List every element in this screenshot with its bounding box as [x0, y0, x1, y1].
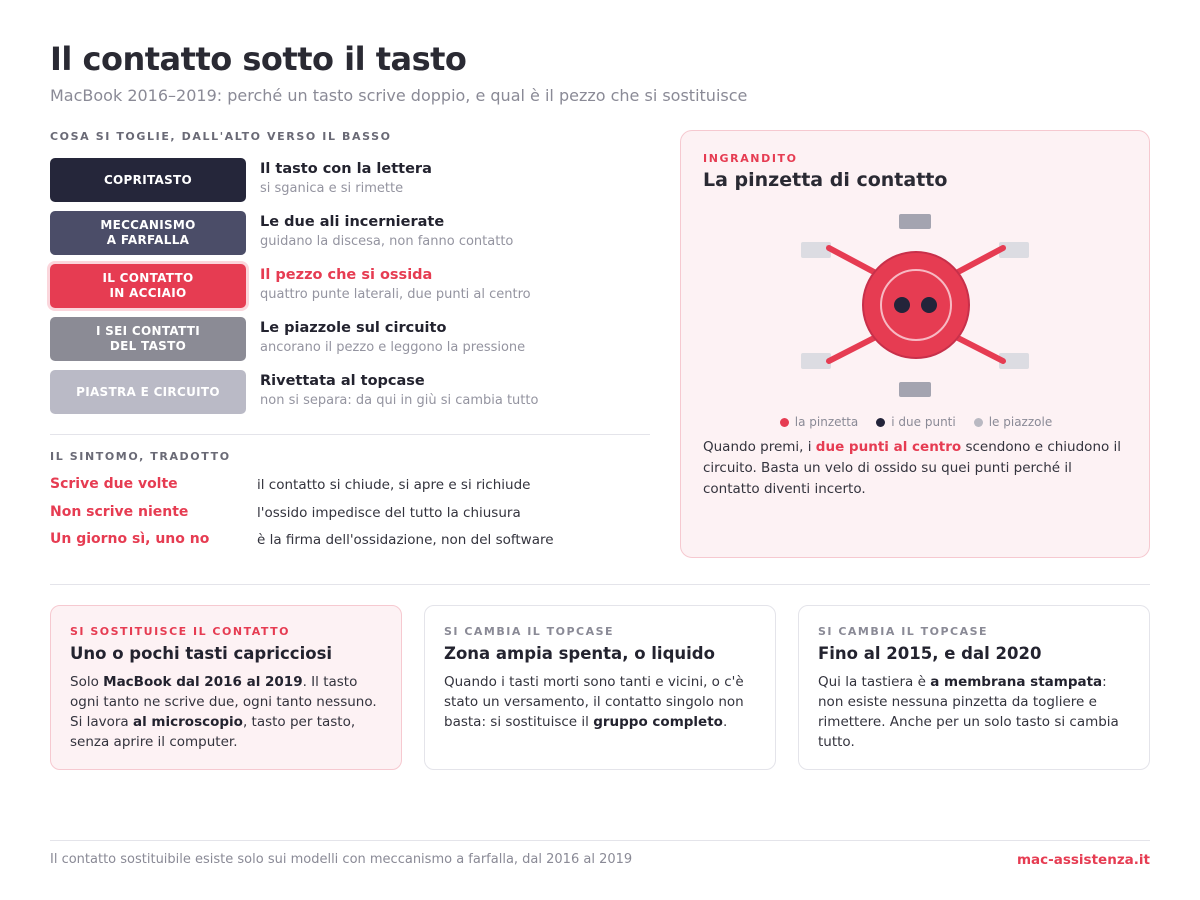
legend-item: [780, 415, 859, 429]
layer-tag: PIASTRA E CIRCUITO: [50, 370, 246, 414]
card-text: Solo: [70, 674, 104, 690]
clip-arm: [829, 248, 874, 272]
legend-item: [876, 415, 955, 429]
pad-top: [899, 214, 931, 229]
card-title: Fino al 2015, e dal 2020: [818, 644, 1042, 663]
card-text: Quando i tasti morti sono tanti e vicini, o c'è stato un versamento, il contatto singolo non basta: si sostituisce il: [444, 674, 744, 730]
clip-body: [863, 252, 969, 358]
layer-row: [50, 370, 650, 414]
card-text-bold: a membrana stampata: [930, 674, 1103, 690]
layer-title: Le piazzole sul circuito: [260, 320, 447, 336]
layer-row: [50, 317, 650, 361]
card-title: Zona ampia spenta, o liquido: [444, 644, 715, 663]
symptom-row: [50, 476, 650, 498]
card-text-bold: MacBook dal 2016 al 2019: [103, 674, 303, 690]
layer-tag: I SEI CONTATTI DEL TASTO: [50, 317, 246, 361]
zoom-kicker: INGRANDITO: [703, 152, 798, 165]
card-text: .: [722, 714, 728, 730]
section-divider: [50, 434, 650, 435]
layer-row: [50, 211, 650, 255]
card-text-bold: gruppo completo: [593, 714, 723, 730]
layer-tag: COPRITASTO: [50, 158, 246, 202]
page-subtitle: MacBook 2016–2019: perché un tasto scrive doppio, e qual è il pezzo che si sostituisce: [50, 86, 748, 105]
card-text: . Il tasto ogni tanto ne scrive due, ogni tanto nessuno. Si lavora: [70, 674, 377, 730]
clip-arm: [829, 338, 874, 361]
card-kicker: SI CAMBIA IL TOPCASE: [444, 625, 615, 638]
card-kicker: SI SOSTITUISCE IL CONTATTO: [70, 625, 290, 638]
card-text-bold: al microscopio: [133, 714, 243, 730]
contact-point-right: [921, 297, 937, 313]
horizontal-rule: [50, 584, 1150, 585]
layer-desc: ancorano il pezzo e leggono la pressione: [260, 340, 526, 355]
pad-bottom: [899, 382, 931, 397]
zoom-text-part: scendono e chiudono il circuito. Basta un velo di ossido su quei punti perché il contatto diventi incerto.: [703, 439, 1122, 497]
layer-title: Rivettata al topcase: [260, 373, 425, 389]
contact-clip-illustration: [681, 201, 1151, 411]
symptom-row: [50, 531, 650, 553]
symptom-row: [50, 504, 650, 526]
clip-arm: [958, 338, 1003, 361]
symptom-name: Non scrive niente: [50, 504, 189, 520]
layer-title: Il tasto con la lettera: [260, 161, 432, 177]
symptoms-section-label: IL SINTOMO, TRADOTTO: [50, 450, 231, 463]
layer-title: Il pezzo che si ossida: [260, 267, 433, 283]
card-replace-contact: [50, 605, 402, 770]
zoom-text-part: Quando premi, i: [703, 439, 816, 455]
clip-arm: [958, 248, 1003, 272]
zoom-text-emphasis: due punti al centro: [815, 439, 962, 455]
symptom-desc: è la firma dell'ossidazione, non del software: [257, 532, 554, 548]
legend-dot: [974, 418, 983, 427]
layer-tag: MECCANISMO A FARFALLA: [50, 211, 246, 255]
card-text: : non esiste nessuna pinzetta da togliere e rimettere. Anche per un solo tasto si cambia tutto.: [818, 674, 1119, 750]
symptom-desc: il contatto si chiude, si apre e si richiude: [257, 477, 531, 493]
legend-item: [974, 415, 1053, 429]
card-body: [70, 672, 388, 752]
card-body: [444, 672, 762, 732]
card-title: Uno o pochi tasti capricciosi: [70, 644, 333, 663]
legend-label: le piazzole: [988, 415, 1053, 429]
footer-note: Il contatto sostituibile esiste solo sui modelli con meccanismo a farfalla, dal 2016 al 2019: [50, 852, 633, 867]
zoom-legend: [681, 415, 1151, 429]
layer-desc: si sganica e si rimette: [260, 181, 404, 196]
page-title: Il contatto sotto il tasto: [50, 40, 467, 78]
pad-top-left: [801, 242, 831, 258]
layer-desc: guidano la discesa, non fanno contatto: [260, 234, 514, 249]
zoom-description: [703, 437, 1129, 500]
symptom-name: Un giorno sì, uno no: [50, 531, 210, 547]
card-text: , tasto per tasto, senza aprire il computer.: [70, 714, 356, 750]
card-topcase-membrane: [798, 605, 1150, 770]
card-body: [818, 672, 1136, 752]
footer-rule: [50, 840, 1150, 841]
symptom-desc: l'ossido impedisce del tutto la chiusura: [257, 505, 521, 521]
zoom-panel: [680, 130, 1150, 558]
contact-point-left: [894, 297, 910, 313]
layer-title: Le due ali incernierate: [260, 214, 445, 230]
card-kicker: SI CAMBIA IL TOPCASE: [818, 625, 989, 638]
layer-desc: non si separa: da qui in giù si cambia tutto: [260, 393, 539, 408]
legend-label: la pinzetta: [794, 415, 859, 429]
brand-link[interactable]: mac-assistenza.it: [1016, 852, 1150, 868]
layer-desc: quattro punte laterali, due punti al centro: [260, 287, 531, 302]
layer-tag: IL CONTATTO IN ACCIAIO: [50, 264, 246, 308]
layer-row-highlighted: [50, 264, 650, 308]
symptom-name: Scrive due volte: [50, 476, 178, 492]
layers-section-label: COSA SI TOGLIE, DALL'ALTO VERSO IL BASSO: [50, 130, 392, 143]
legend-label: i due punti: [891, 415, 956, 429]
card-text: Qui la tastiera è: [818, 674, 931, 690]
layer-row: [50, 158, 650, 202]
legend-dot: [876, 418, 885, 427]
card-topcase-wide: [424, 605, 776, 770]
zoom-title: La pinzetta di contatto: [703, 169, 948, 191]
legend-dot: [780, 418, 789, 427]
